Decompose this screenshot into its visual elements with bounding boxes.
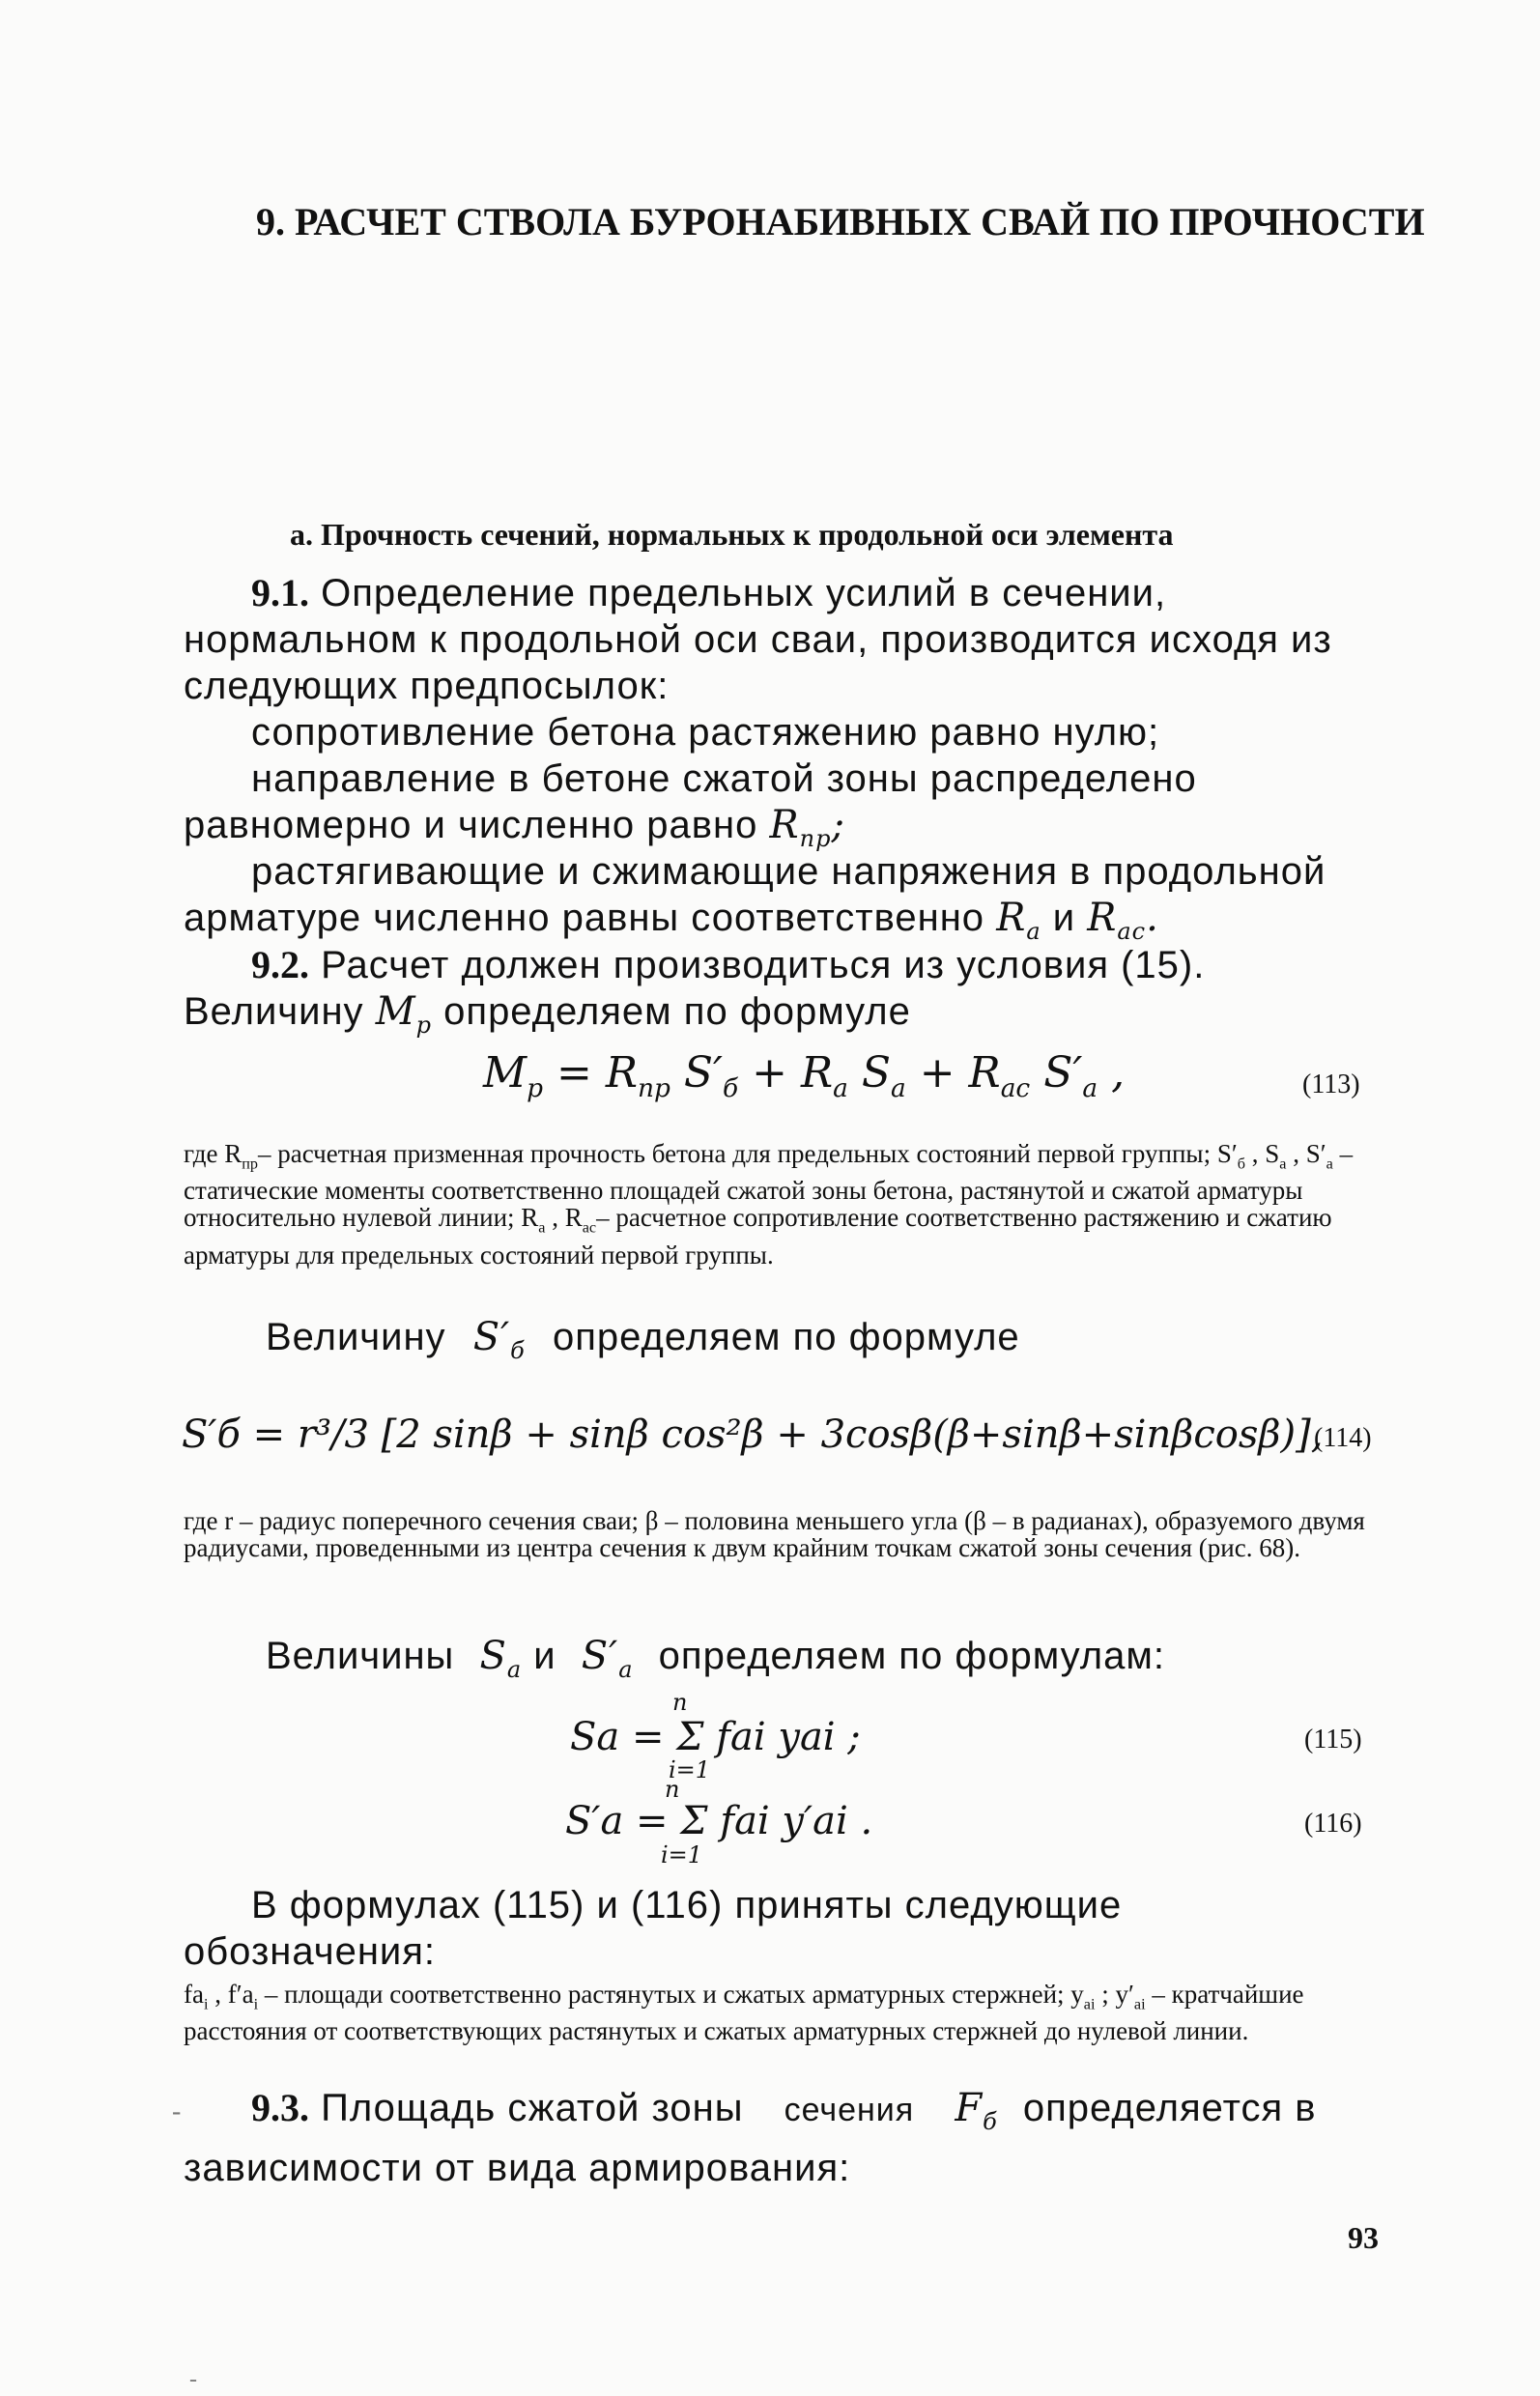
where-113: где $R_{пр}-$ расчетная призменная прочность бетона для предельных состояний первой группы; $S'_б$ , $S_a$ , $S'_a$ – статические моменты соответственно площадей сжатой зоны бетона, растянутой и сжатой арматуры относительно нулевой линии; $R_a$ , $R_{ac}-$ расчетное сопротивление соответственно растяжению и сжатию арматуры для предельных состояний первой группы. (184, 1139, 1354, 1269)
paragraph-number: 9.2. (251, 943, 309, 986)
chapter-title: 9. РАСЧЕТ СТВОЛА БУРОНАБИВНЫХ СВАЙ ПО ПРОЧНОСТИ (256, 200, 1425, 243)
paragraph-formulas: В формулах (115) и (116) приняты следующие обозначения: (184, 1884, 1123, 1973)
symbol-rpr: $R_{пр}$; (769, 803, 845, 852)
symbol-rac: $R_{ac}$. (1087, 896, 1159, 945)
where-fa: $fa_i$ , $f'a_i$ – площади соответственно растянутых и сжатых арматурных стержней; $y_{ai}$ ; $y'_{ai}$ – кратчайшие расстояния от соответствующих растянутых и сжатых арматурных стержней до нулевой линии. (184, 1980, 1304, 2046)
symbol-mp: $M_р$ (375, 989, 433, 1039)
sum-lower-limit: i=1 (669, 1756, 711, 1783)
paragraph-9-1 (184, 570, 1382, 709)
list-item: растягивающие и сжимающие напряжения в продольной арматуре численно равны соответственно $R_a$ и $R_{ac}$. (184, 850, 1326, 945)
margin-mark: - (172, 2096, 182, 2126)
sum-lower-limit: i=1 (661, 1841, 703, 1868)
sum-upper-limit: n (665, 1776, 680, 1803)
equation-number: (115) (1304, 1725, 1362, 1754)
equation-number: (116) (1304, 1809, 1362, 1839)
symbol-s-prime-a: $S'_a$ (581, 1634, 634, 1683)
equation-116: S′a = Σ fai y′ai . (565, 1799, 873, 1843)
section-title: а. Прочность сечений, нормальных к продольной оси элемента (290, 517, 1174, 552)
equation-113: $M_р = R_{пр}$ $S'_б + R_a$ $S_a + R_{ac}$ $S'_a$ , (483, 1048, 1126, 1103)
margin-mark: - (189, 2367, 197, 2392)
equation-number: (114) (1314, 1423, 1372, 1453)
page-number: 93 (1348, 2220, 1379, 2255)
equation-115: Sa = Σ fai yai ; (570, 1715, 861, 1759)
where-114: где r – радиус поперечного сечения сваи; β – половина меньшего угла (β – в радианах), образуемого двумя радиусами, проведенными из центра сечения к двум крайним точкам сжатой зоны сечения (рис. 68). (184, 1506, 1365, 1562)
list-item: сопротивление бетона растяжению равно нулю; (251, 711, 1160, 754)
paragraph-text: Определение предельных усилий в сечении, нормальном к продольной оси сваи, производится исходя из следующих предпосылок: (184, 572, 1332, 707)
equation-114: S′б = r³/3 [2 sinβ + sinβ cos²β + 3cosβ(β+sinβ+sinβcosβ)], (182, 1412, 1324, 1457)
paragraph-number: 9.1. (251, 571, 309, 614)
paragraph-9-3: 9.3. Площадь сжатой зоны сечения $F_б$ определяется в зависимости от вида армирования: (184, 2086, 1317, 2189)
paragraph-sa: Величины $S_a$ и $S'_a$ определяем по формулам: (266, 1634, 1165, 1683)
paragraph-sb: Величину $S'_б$ определяем по формуле (266, 1315, 1020, 1364)
equation-number: (113) (1302, 1070, 1360, 1099)
symbol-sb: $S'_б$ (472, 1315, 526, 1364)
sum-upper-limit: n (672, 1689, 688, 1716)
symbol-fb: $F_б$ (955, 2086, 998, 2135)
symbol-ra: $R_a$ (996, 896, 1041, 945)
symbol-sa: $S_a$ (479, 1634, 523, 1683)
paragraph-number: 9.3. (251, 2086, 309, 2129)
list-item: направление в бетоне сжатой зоны распределено равномерно и численно равно $R_{пр}$; (184, 757, 1197, 852)
paragraph-9-2: 9.2. Расчет должен производиться из условия (15). Величину $M_р$ определяем по формуле (184, 943, 1206, 1039)
